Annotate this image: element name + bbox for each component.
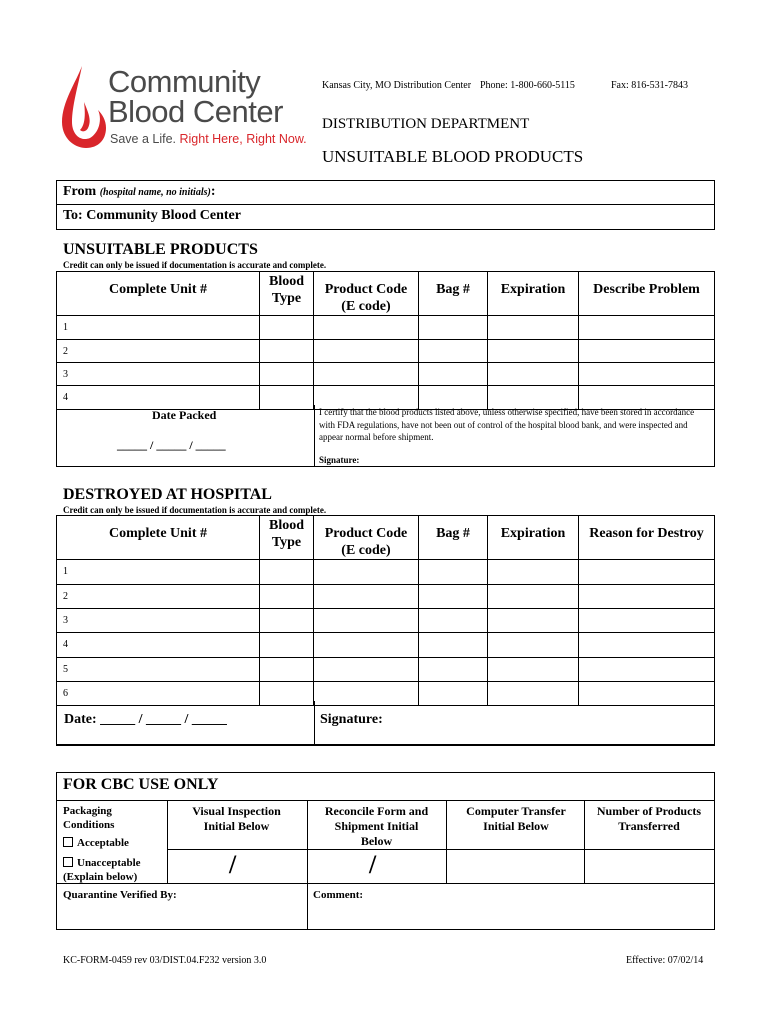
logo-tagline [110,132,307,146]
col-expiration: Expiration [488,516,579,560]
destroyed-signature-label: Signature: [320,712,383,727]
cbc-v4 [584,800,585,883]
logo-community: Community [108,64,261,99]
comment-label: Comment: [313,889,364,901]
logo-blood-center: Blood Center [108,94,283,129]
tagline-red: Right Here, Right Now. [179,132,307,146]
unsuitable-note: Credit can only be issued if documentation is accurate and complete. [63,260,327,270]
table-row[interactable] [57,633,715,658]
col-complete-unit: Complete Unit # [57,516,260,560]
unacceptable-option[interactable]: Unacceptable (Explain below) [63,857,141,883]
tagline-gray: Save a Life. [110,132,177,146]
unsuitable-title: UNSUITABLE PRODUCTS [63,241,258,258]
quarantine-label: Quarantine Verified By: [63,889,177,901]
col-product-code: Product Code (E code) [314,516,419,560]
date-sign-divider [314,701,315,744]
destroyed-date-field[interactable]: Date: _____ / _____ / _____ [64,712,227,727]
cbc-title: FOR CBC USE ONLY [63,776,219,793]
row-number: 5 [57,658,260,682]
col-complete-unit: Complete Unit # [57,272,260,316]
cbc-box [56,772,715,930]
from-hint: (hospital name, no initials) [99,187,211,198]
table-row[interactable] [57,560,715,585]
packaging-label: Packaging Conditions [63,805,115,831]
destroyed-header-row [57,516,715,560]
col-describe-problem: Describe Problem [579,272,715,316]
table-row[interactable] [57,658,715,682]
from-to-box [56,180,715,230]
from-colon: : [210,184,216,199]
cbc-v2 [307,800,308,929]
col-bag: Bag # [419,516,488,560]
table-row[interactable] [57,363,715,386]
certification-box [56,405,715,467]
form-title: UNSUITABLE BLOOD PRODUCTS [322,147,584,166]
cbc-line-2 [167,849,714,850]
row-number: 4 [57,386,260,410]
table-row[interactable] [57,340,715,363]
footer-form-id: KC-FORM-0459 rev 03/DIST.04.F232 version 3.0 [63,955,267,966]
certify-statement: I certify that the blood products listed above, unless otherwise specified, have been stored in accordance with FDA regulations, have not been out of control of the hospital blood bank, and were inspected and appear normal before shipment. [319,407,695,442]
destroyed-date-sign-box [56,701,715,746]
visual-initial-slash[interactable]: / [229,850,237,879]
cbc-v1 [167,800,168,883]
cbc-line-3 [57,883,714,884]
footer-effective: Effective: 07/02/14 [626,955,704,966]
logo [58,62,307,152]
unacceptable-checkbox[interactable] [63,857,73,867]
signature-label: Signature: [319,455,360,465]
from-label: From [63,184,97,199]
row-number: 3 [57,609,260,633]
destroyed-title: DESTROYED AT HOSPITAL [63,486,272,503]
table-row[interactable] [57,585,715,609]
visual-inspection-label: Visual Inspection Initial Below [192,804,281,833]
col-product-code: Product Code (E code) [314,272,419,316]
cbc-line-1 [57,800,714,801]
destroyed-table [56,515,715,706]
cbc-v3 [446,800,447,883]
destroyed-note: Credit can only be issued if documentation is accurate and complete. [63,505,327,515]
row-number: 1 [57,316,260,340]
to-line: To: Community Blood Center [63,208,241,223]
from-line [63,184,216,200]
row-number: 1 [57,560,260,585]
unsuitable-header-row [57,272,715,316]
row-number: 3 [57,363,260,386]
row-number: 2 [57,340,260,363]
blood-drop-logo-icon [58,62,110,150]
computer-transfer-label: Computer Transfer Initial Below [466,804,566,833]
unsuitable-table [56,271,715,410]
col-reason-destroy: Reason for Destroy [579,516,715,560]
reconcile-label: Reconcile Form and Shipment Initial Below [324,804,429,848]
department-title: DISTRIBUTION DEPARTMENT [322,116,530,132]
date-packed-label: Date Packed [152,408,217,422]
row-number: 4 [57,633,260,658]
col-blood-type: Blood Type [260,272,314,316]
row-number: 2 [57,585,260,609]
to-divider [57,204,714,205]
header-phone: Phone: 1-800-660-5115 [480,80,575,91]
number-products-label: Number of Products Transferred [596,804,702,833]
table-row[interactable] [57,609,715,633]
col-bag: Bag # [419,272,488,316]
col-blood-type: Blood Type [260,516,314,560]
col-expiration: Expiration [488,272,579,316]
header-fax: Fax: 816-531-7843 [611,80,688,91]
row-number: 6 [57,682,260,706]
reconcile-initial-slash[interactable]: / [369,850,377,879]
date-packed-field[interactable]: _____ / _____ / _____ [117,438,226,452]
explain-below: (Explain below) [63,871,138,883]
acceptable-checkbox[interactable] [63,837,73,847]
acceptable-option[interactable]: Acceptable [63,837,129,849]
cert-divider [314,405,315,466]
header-location: Kansas City, MO Distribution Center [322,80,472,91]
table-row[interactable] [57,316,715,340]
